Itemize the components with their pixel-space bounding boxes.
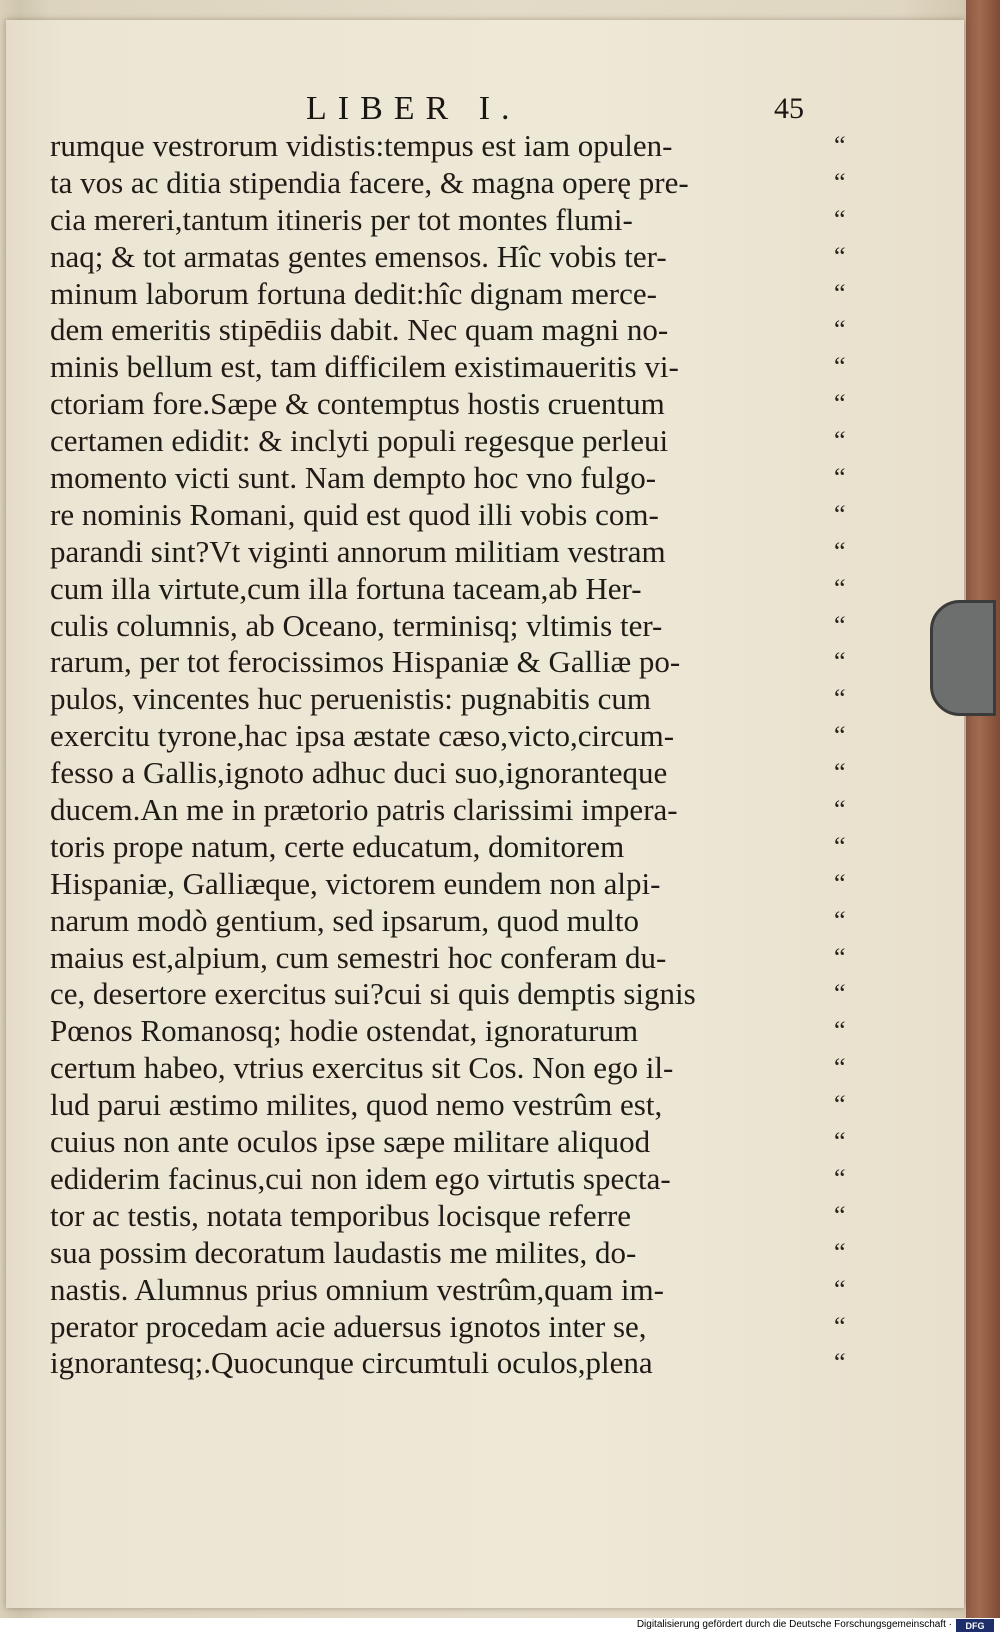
quote-mark: “ [834,463,846,493]
quote-mark: “ [834,868,846,898]
quote-mark: “ [834,426,846,456]
quote-mark: “ [834,167,846,197]
quotation-margin [834,128,864,1382]
text-line: certamen edidit: & inclyti populi regesque perleui [50,423,669,459]
text-line: perator procedam acie aduersus ignotos inter se, [50,1308,647,1344]
text-line: Hispaniæ, Galliæque, victorem eundem non alpi- [50,865,661,901]
page-number: 45 [774,92,804,125]
quote-mark: “ [834,1311,846,1341]
text-line: re nominis Romani, quid est quod illi vobis com- [50,496,659,532]
quote-mark: “ [834,573,846,603]
text-line: narum modò gentium, sed ipsarum, quod multo [50,902,639,938]
body-text [50,128,830,1382]
text-line: lud parui æstimo milites, quod nemo vestrûm est, [50,1087,663,1123]
quote-mark: “ [834,1090,846,1120]
text-line: pulos, vincentes huc peruenistis: pugnabitis cum [50,681,651,717]
quote-mark: “ [834,721,846,751]
quote-mark: “ [834,1163,846,1193]
quote-mark: “ [834,204,846,234]
quote-mark: “ [834,352,846,382]
quote-mark: “ [834,1053,846,1083]
quote-mark: “ [834,389,846,419]
book-clasp [930,600,996,716]
quote-mark: “ [834,499,846,529]
quote-mark: “ [834,905,846,935]
text-line: ediderim facinus,cui non idem ego virtutis specta- [50,1160,671,1196]
text-line: ce, desertore exercitus sui?cui si quis demptis signis [50,976,696,1012]
text-line: minum laborum fortuna dedit:hîc dignam merce- [50,275,657,311]
text-line: ducem.An me in prætorio patris clarissimi impera- [50,792,678,828]
book-cover-board [966,0,1000,1618]
text-line: parandi sint?Vt viginti annorum militiam vestram [50,533,666,569]
dfg-logo: DFG [956,1619,994,1632]
text-line: tor ac testis, notata temporibus locisque referre [50,1197,632,1233]
text-line: nastis. Alumnus prius omnium vestrûm,quam im- [50,1271,664,1307]
quote-mark: “ [834,647,846,677]
digitization-footer [0,1618,1000,1634]
text-line: ignorantesq;.Quocunque circumtuli oculos,plena [50,1345,653,1381]
text-line: culis columnis, ab Oceano, terminisq; vltimis ter- [50,607,663,643]
quote-mark: “ [834,758,846,788]
quote-mark: “ [834,241,846,271]
quote-mark: “ [834,831,846,861]
quote-mark: “ [834,942,846,972]
text-line: maius est,alpium, cum semestri hoc conferam du- [50,939,667,975]
quote-mark: “ [834,1274,846,1304]
funding-credit: Digitalisierung gefördert durch die Deutsche Forschungsgemeinschaft · [636,1619,952,1630]
text-line: cuius non ante oculos ipse sæpe militare aliquod [50,1124,651,1160]
quote-mark: “ [834,1348,846,1378]
text-line: toris prope natum, certe educatum, domitorem [50,828,625,864]
quote-mark: “ [834,979,846,1009]
quote-mark: “ [834,315,846,345]
quote-mark: “ [834,536,846,566]
quote-mark: “ [834,1200,846,1230]
text-line: rumque vestrorum vidistis:tempus est iam opulen- [50,128,673,163]
text-line: sua possim decoratum laudastis me milites, do- [50,1234,637,1270]
text-line: fesso a Gallis,ignoto adhuc duci suo,ignoranteque [50,755,668,791]
book-page [6,20,964,1608]
quote-mark: “ [834,1237,846,1267]
quote-mark: “ [834,610,846,640]
text-line: momento victi sunt. Nam dempto hoc vno fulgo- [50,460,657,496]
text-line: minis bellum est, tam difficilem existimaueritis vi- [50,349,679,385]
quote-mark: “ [834,1127,846,1157]
running-title: LIBER I. [306,90,521,127]
text-line: ctoriam fore.Sæpe & contemptus hostis cruentum [50,386,665,422]
quote-mark: “ [834,131,846,160]
quote-mark: “ [834,684,846,714]
quote-mark: “ [834,795,846,825]
quote-mark: “ [834,1016,846,1046]
text-line: dem emeritis stipēdiis dabit. Nec quam magni no- [50,312,669,348]
text-line: certum habeo, vtrius exercitus sit Cos. Non ego il- [50,1050,674,1086]
text-line: Pœnos Romanosq; hodie ostendat, ignoraturum [50,1013,639,1049]
text-line: naq; & tot armatas gentes emensos. Hîc vobis ter- [50,238,667,274]
text-line: cia mereri,tantum itineris per tot montes flumi- [50,201,633,237]
text-line: rarum, per tot ferocissimos Hispaniæ & Galliæ po- [50,644,681,680]
text-line: exercitu tyrone,hac ipsa æstate cæso,victo,circum- [50,718,675,754]
text-line: ta vos ac ditia stipendia facere, & magna operę pre- [50,164,689,200]
quote-mark: “ [834,278,846,308]
text-line: cum illa virtute,cum illa fortuna taceam,ab Her- [50,570,642,606]
